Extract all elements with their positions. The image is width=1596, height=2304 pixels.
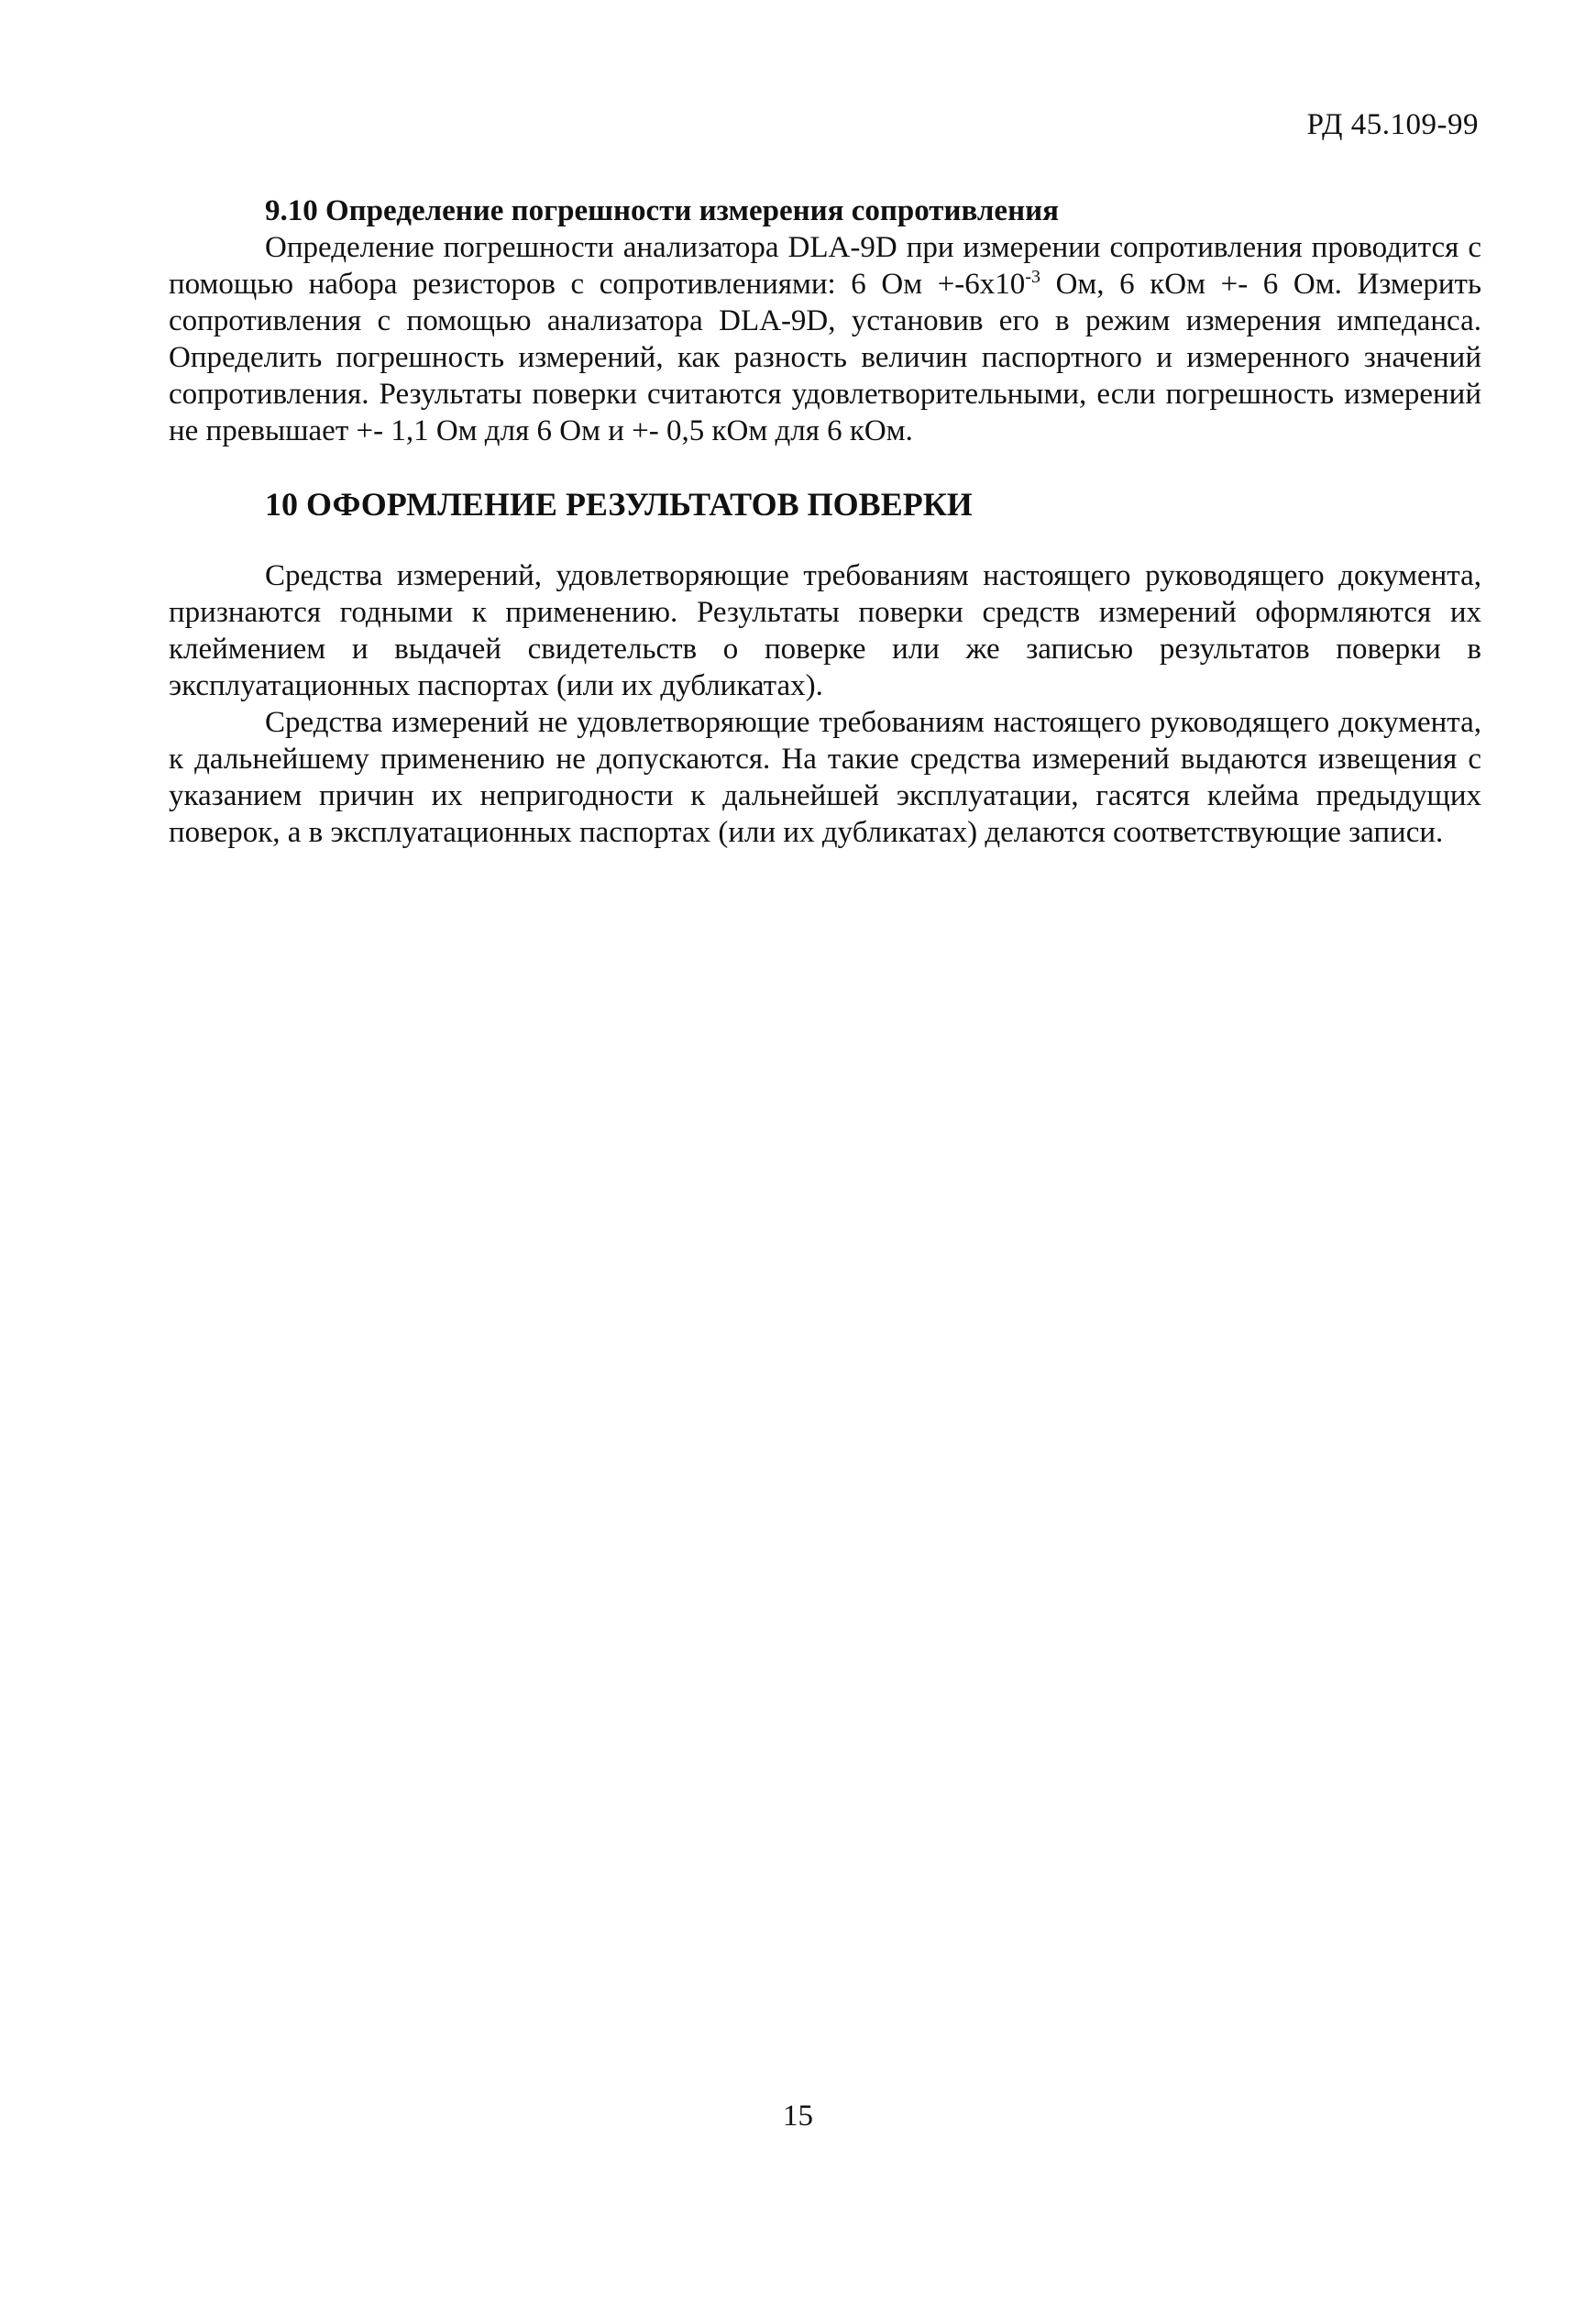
page-number: 15 — [783, 2100, 813, 2133]
page-content — [169, 193, 1481, 851]
exponent: -3 — [1025, 267, 1040, 287]
section-10-paragraph-1: Средства измерений, удовлетворяющие требованиям настоящего руководящего документа, признаются годными к применению. Результаты поверки средств измерений оформляются их клеймением и выдачей свидетельств о поверке или же записью результатов поверки в эксплуатационных паспортах (или их дубликатах). — [169, 559, 1481, 702]
section-9-10-text-part1: Определение погрешности анализатора DLA-9D при измерении сопротивления проводится с помощью набора резисторов с сопротивлениями: 6 Ом +-6x10 — [169, 231, 1481, 301]
section-10-title: 10 ОФОРМЛЕНИЕ РЕЗУЛЬТАТОВ ПОВЕРКИ — [265, 486, 973, 523]
section-9-10-text-part2: Ом, 6 кОм +- 6 Ом. Измерить сопротивления с помощью анализатора DLA-9D, установив его в режим измерения импеданса. Определить погрешность измерений, как разность величин паспортного и измеренного значений сопротивления. Результаты поверки считаются удовлетворительными, если погрешность измерений не превышает +- 1,1 Ом для 6 Ом и +- 0,5 кОм для 6 кОм. — [169, 268, 1482, 447]
section-9-10-title: 9.10 Определение погрешности измерения сопротивления — [265, 194, 1059, 227]
document-code: РД 45.109-99 — [1306, 108, 1479, 141]
section-10-paragraph-2: Средства измерений не удовлетворяющие требованиям настоящего руководящего документа, к дальнейшему применению не допускаются. На такие средства измерений выдаются извещения с указанием причин их непригодности к дальнейшей эксплуатации, гасятся клейма предыдущих поверок, а в эксплуатационных паспортах (или их дубликатах) делаются соответствующие записи. — [169, 706, 1481, 849]
section-9-10-paragraph — [169, 229, 1481, 449]
